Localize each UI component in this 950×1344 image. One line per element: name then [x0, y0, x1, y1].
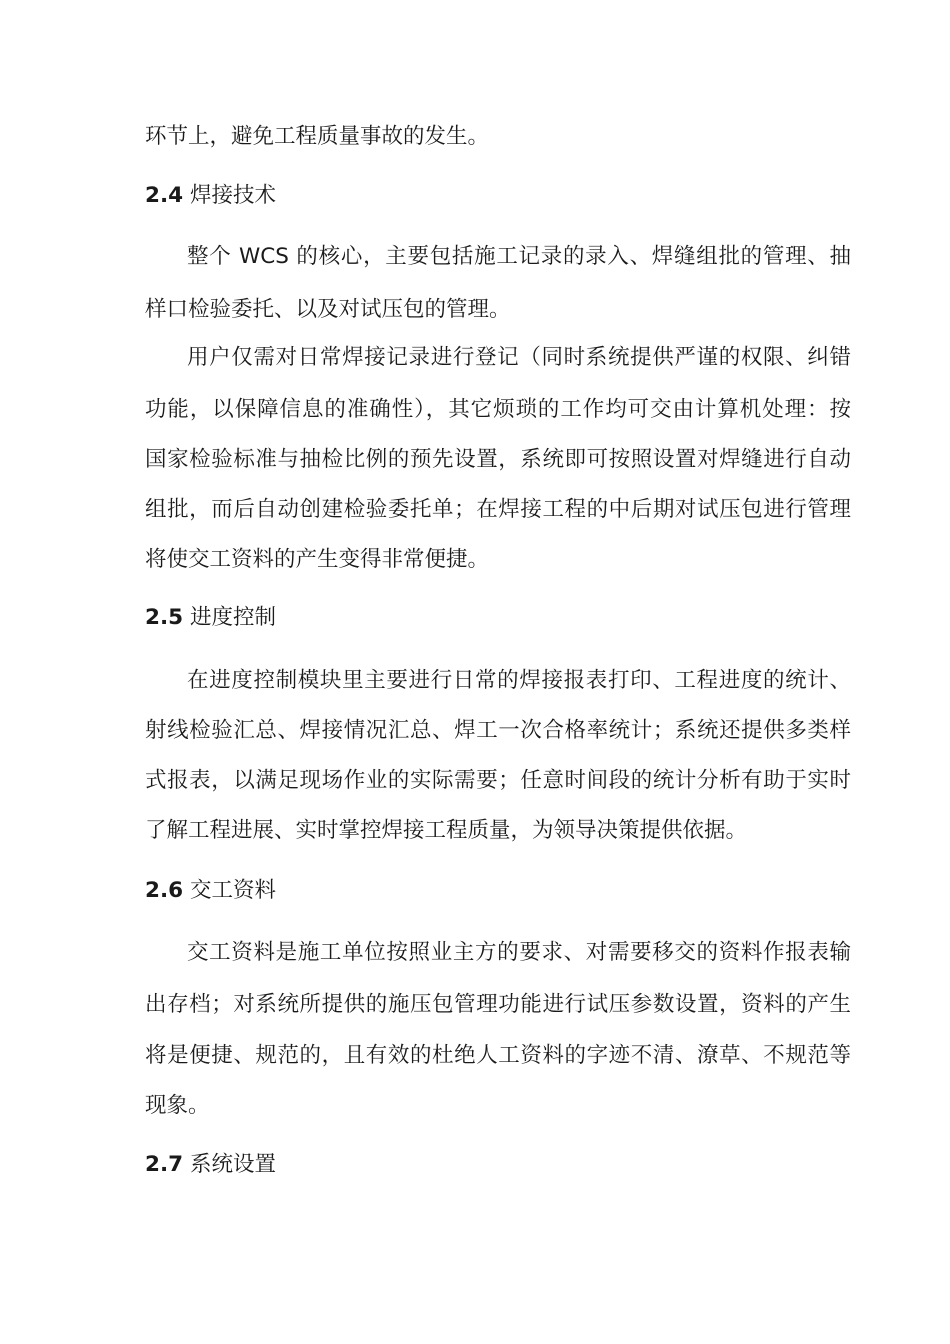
paragraph-line: 样口检验委托、以及对试压包的管理。	[145, 297, 511, 322]
paragraph-line: 整个 WCS 的核心，主要包括施工记录的录入、焊缝组批的管理、抽	[187, 244, 851, 269]
section-heading-2-6	[145, 876, 851, 906]
paragraph-line: 了解工程进展、实时掌控焊接工程质量，为领导决策提供依据。	[145, 818, 748, 843]
section-heading-2-4	[145, 181, 851, 211]
paragraph-line: 出存档；对系统所提供的施压包管理功能进行试压参数设置，资料的产生	[145, 992, 851, 1017]
section-number: 2.6	[145, 878, 184, 903]
section-title: 进度控制	[189, 605, 276, 630]
paragraph-line: 功能，以保障信息的准确性），其它烦琐的工作均可交由计算机处理：按	[145, 397, 851, 422]
paragraph-line: 式报表，以满足现场作业的实际需要；任意时间段的统计分析有助于实时	[145, 768, 851, 793]
paragraph-line: 交工资料是施工单位按照业主方的要求、对需要移交的资料作报表输	[187, 940, 851, 965]
paragraph-line: 用户仅需对日常焊接记录进行登记（同时系统提供严谨的权限、纠错	[187, 345, 851, 370]
section-number: 2.4	[145, 183, 184, 208]
paragraph-line: 组批，而后自动创建检验委托单；在焊接工程的中后期对试压包进行管理	[145, 497, 851, 522]
paragraph-line: 射线检验汇总、焊接情况汇总、焊工一次合格率统计；系统还提供多类样	[145, 718, 851, 743]
intro-text-line: 环节上，避免工程质量事故的发生。	[145, 124, 490, 149]
paragraph-line: 现象。	[145, 1093, 210, 1118]
paragraph-line: 国家检验标准与抽检比例的预先设置，系统即可按照设置对焊缝进行自动	[145, 447, 851, 472]
paragraph-line: 将使交工资料的产生变得非常便捷。	[145, 547, 490, 572]
paragraph-line: 在进度控制模块里主要进行日常的焊接报表打印、工程进度的统计、	[187, 668, 851, 693]
section-number: 2.5	[145, 605, 184, 630]
section-title: 焊接技术	[189, 183, 276, 208]
paragraph-line: 将是便捷、规范的，且有效的杜绝人工资料的字迹不清、潦草、不规范等	[145, 1043, 851, 1068]
section-title: 系统设置	[189, 1152, 276, 1177]
section-number: 2.7	[145, 1152, 184, 1177]
section-heading-2-7	[145, 1150, 851, 1180]
section-heading-2-5	[145, 603, 851, 633]
section-title: 交工资料	[189, 878, 276, 903]
